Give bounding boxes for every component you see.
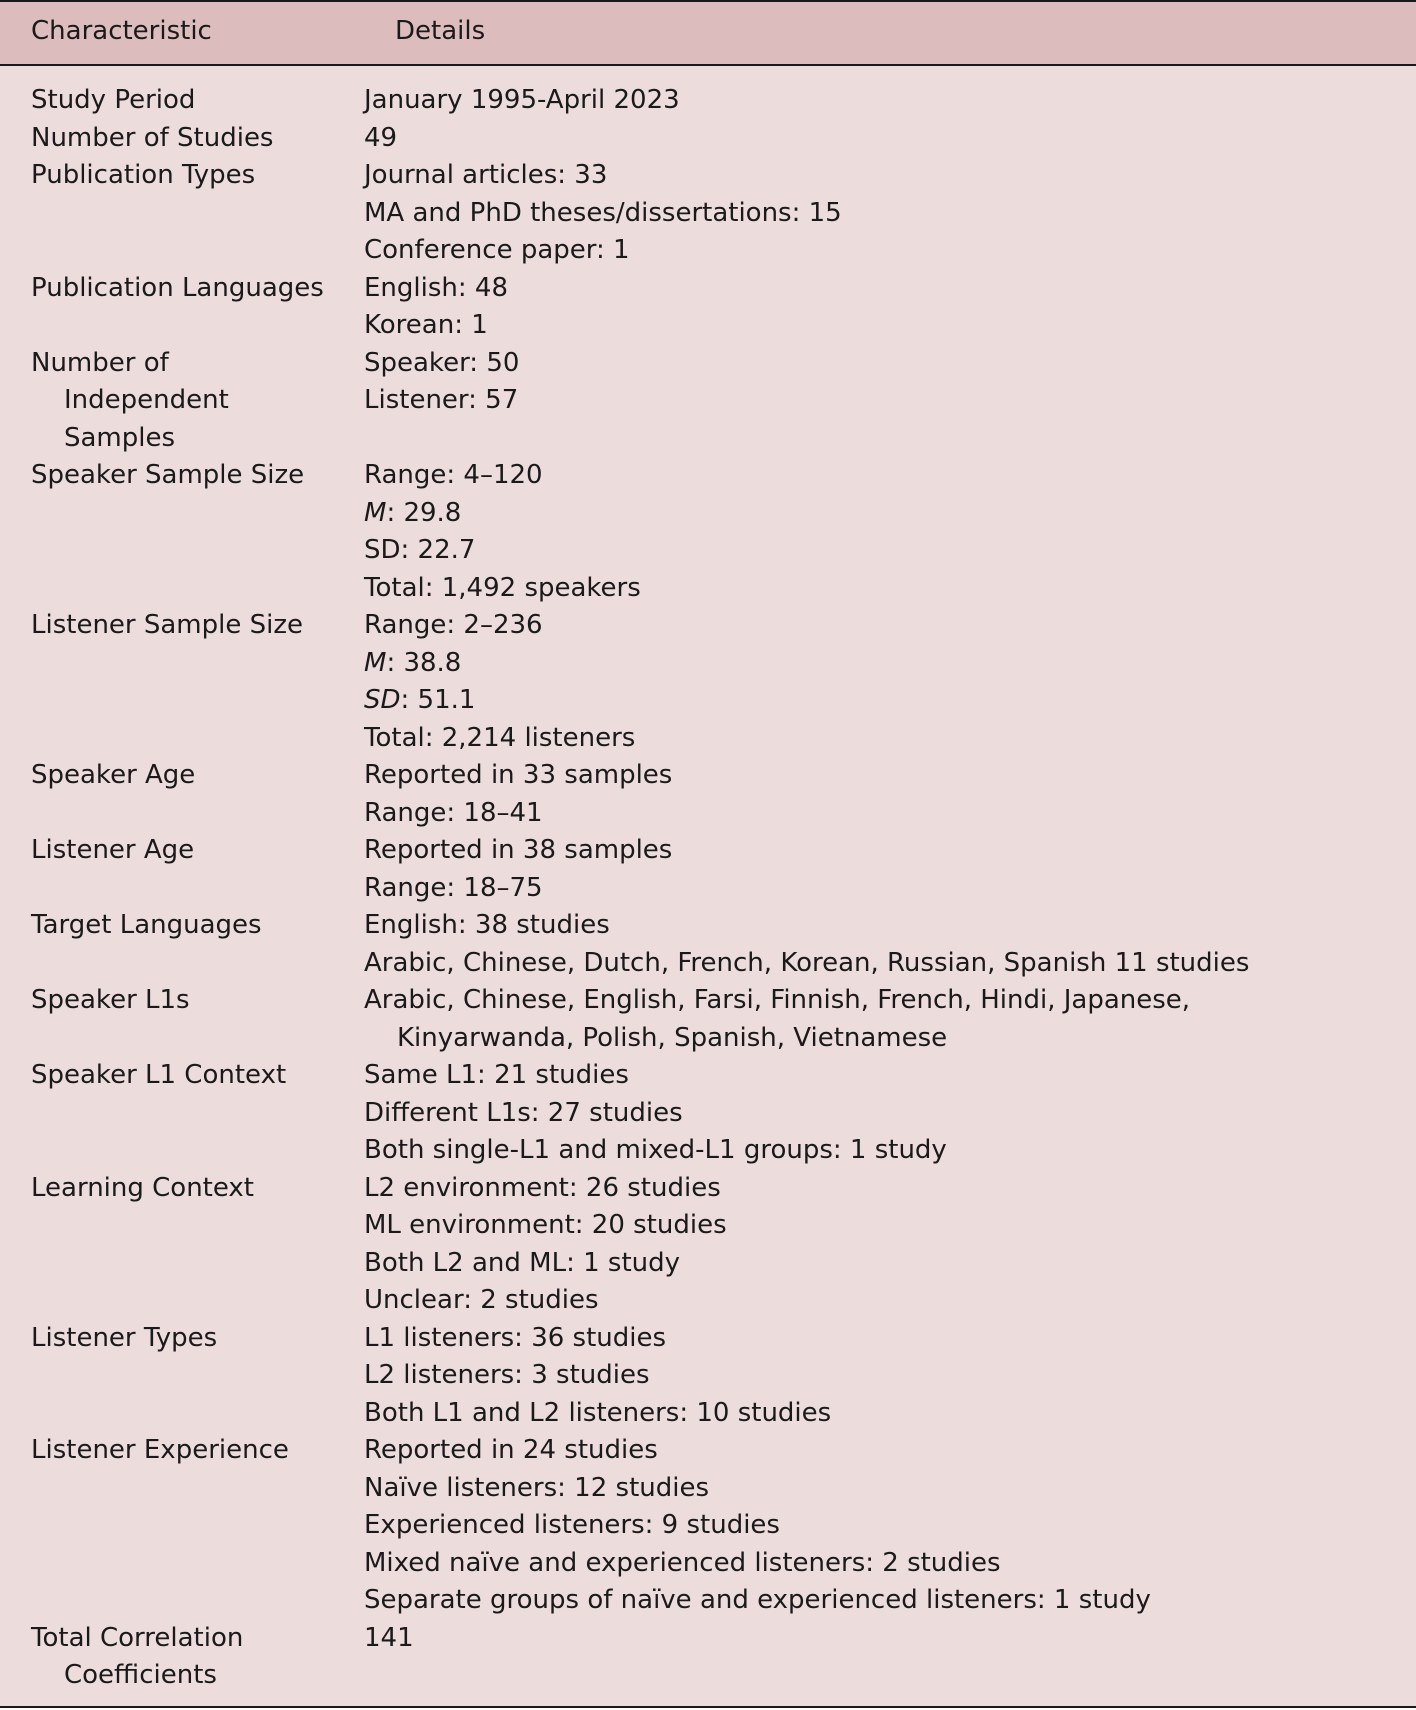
row-details	[364, 345, 1416, 458]
detail-line: L2 environment: 26 studies	[364, 1172, 721, 1203]
row-details	[364, 1320, 1416, 1433]
row-characteristic	[0, 1170, 364, 1320]
table-row	[0, 907, 1416, 982]
detail-line: Mixed naïve and experienced listeners: 2 studies	[364, 1547, 1001, 1578]
characteristic-line: Speaker L1s	[31, 985, 190, 1015]
characteristic-line: Listener Sample Size	[31, 610, 303, 640]
row-details	[364, 270, 1416, 345]
row-characteristic	[0, 270, 364, 345]
detail-line: Korean: 1	[364, 310, 488, 340]
row-characteristic	[0, 982, 364, 1057]
characteristic-line: Speaker Sample Size	[31, 460, 305, 490]
characteristic-line: Publication Languages	[31, 272, 324, 303]
row-details	[364, 982, 1416, 1057]
characteristic-line: Learning Context	[31, 1172, 254, 1203]
detail-line: Reported in 33 samples	[364, 760, 673, 790]
detail-line: Arabic, Chinese, English, Farsi, Finnish, French, Hindi, Japanese,	[364, 985, 1191, 1015]
row-characteristic	[0, 120, 364, 158]
header-characteristic: Characteristic	[31, 16, 212, 46]
characteristic-line: Listener Age	[31, 835, 195, 865]
table-row	[0, 457, 1416, 607]
row-characteristic	[0, 1620, 364, 1695]
row-details	[364, 120, 1416, 158]
detail-line: 141	[364, 1622, 414, 1653]
row-characteristic	[0, 907, 364, 982]
detail-line: SD: 22.7	[364, 535, 476, 565]
detail-line: Naïve listeners: 12 studies	[364, 1472, 710, 1503]
detail-line: Speaker: 50	[364, 347, 520, 378]
table-row	[0, 82, 1416, 120]
characteristic-line: Listener Experience	[31, 1435, 289, 1465]
table-header	[0, 2, 1416, 66]
row-details	[364, 907, 1416, 982]
characteristic-line: Target Languages	[31, 910, 262, 940]
table-row	[0, 1320, 1416, 1433]
characteristic-line: Listener Types	[31, 1322, 218, 1353]
characteristic-line: Samples	[64, 422, 176, 453]
characteristic-line: Study Period	[31, 85, 196, 115]
detail-line: Separate groups of naïve and experienced listeners: 1 study	[364, 1585, 1151, 1615]
detail-line: Journal articles: 33	[364, 160, 608, 190]
characteristic-line: Number of Studies	[31, 122, 274, 153]
detail-line: Kinyarwanda, Polish, Spanish, Vietnamese	[397, 1022, 948, 1053]
detail-line: Both L2 and ML: 1 study	[364, 1247, 681, 1278]
row-details	[364, 1170, 1416, 1320]
row-characteristic	[0, 345, 364, 458]
table-row	[0, 120, 1416, 158]
table-row	[0, 832, 1416, 907]
table-row	[0, 982, 1416, 1057]
row-details	[364, 1057, 1416, 1170]
characteristic-line: Publication Types	[31, 160, 256, 190]
detail-line: Range: 4–120	[364, 460, 543, 490]
row-characteristic	[0, 82, 364, 120]
detail-line: Range: 18–75	[364, 872, 543, 903]
detail-line: Both single-L1 and mixed-L1 groups: 1 study	[364, 1135, 947, 1165]
detail-line: Listener: 57	[364, 385, 519, 415]
table-row	[0, 1432, 1416, 1620]
detail-line: Both L1 and L2 listeners: 10 studies	[364, 1397, 832, 1428]
table-body	[0, 82, 1416, 1695]
table-row	[0, 607, 1416, 757]
table-row	[0, 345, 1416, 458]
detail-line: Reported in 38 samples	[364, 835, 673, 865]
row-characteristic	[0, 457, 364, 607]
row-details	[364, 1620, 1416, 1695]
row-details	[364, 607, 1416, 757]
characteristic-line: Speaker Age	[31, 760, 196, 790]
row-characteristic	[0, 757, 364, 832]
detail-line: L1 listeners: 36 studies	[364, 1322, 667, 1353]
detail-line: MA and PhD theses/dissertations: 15	[364, 197, 842, 228]
table-row	[0, 1057, 1416, 1170]
detail-line: English: 38 studies	[364, 910, 610, 940]
row-characteristic	[0, 1432, 364, 1620]
detail-line: Same L1: 21 studies	[364, 1060, 629, 1090]
table-row	[0, 757, 1416, 832]
row-details	[364, 457, 1416, 607]
row-characteristic	[0, 1320, 364, 1433]
detail-line: Range: 18–41	[364, 797, 543, 828]
row-characteristic	[0, 832, 364, 907]
row-details	[364, 82, 1416, 120]
table-row	[0, 1170, 1416, 1320]
detail-line: ML environment: 20 studies	[364, 1210, 727, 1240]
detail-line: Arabic, Chinese, Dutch, French, Korean, Russian, Spanish 11 studies	[364, 947, 1250, 978]
detail-line: Range: 2–236	[364, 610, 543, 640]
detail-line: Unclear: 2 studies	[364, 1285, 599, 1315]
table-row	[0, 270, 1416, 345]
characteristic-line: Number of	[31, 347, 169, 378]
detail-line: L2 listeners: 3 studies	[364, 1360, 650, 1390]
detail-line: Experienced listeners: 9 studies	[364, 1510, 780, 1540]
characteristic-line: Independent	[64, 385, 229, 415]
table-row	[0, 1620, 1416, 1695]
detail-line: SD: 51.1	[364, 685, 476, 715]
row-characteristic	[0, 607, 364, 757]
detail-line: January 1995-April 2023	[364, 85, 680, 115]
row-details	[364, 832, 1416, 907]
detail-line: M: 38.8	[364, 647, 462, 678]
detail-line: 49	[364, 122, 398, 153]
table-row	[0, 157, 1416, 270]
detail-line: Total: 1,492 speakers	[364, 572, 641, 603]
characteristic-line: Speaker L1 Context	[31, 1060, 287, 1090]
characteristic-line: Coefficients	[64, 1660, 217, 1690]
row-characteristic	[0, 157, 364, 270]
characteristic-line: Total Correlation	[31, 1622, 244, 1653]
detail-line: Total: 2,214 listeners	[364, 722, 636, 753]
detail-line: Conference paper: 1	[364, 235, 630, 265]
row-characteristic	[0, 1057, 364, 1170]
detail-line: M: 29.8	[364, 497, 462, 528]
detail-line: Different L1s: 27 studies	[364, 1097, 683, 1128]
row-details	[364, 757, 1416, 832]
detail-line: Reported in 24 studies	[364, 1435, 658, 1465]
row-details	[364, 1432, 1416, 1620]
row-details	[364, 157, 1416, 270]
header-details: Details	[395, 16, 486, 46]
detail-line: English: 48	[364, 272, 508, 303]
